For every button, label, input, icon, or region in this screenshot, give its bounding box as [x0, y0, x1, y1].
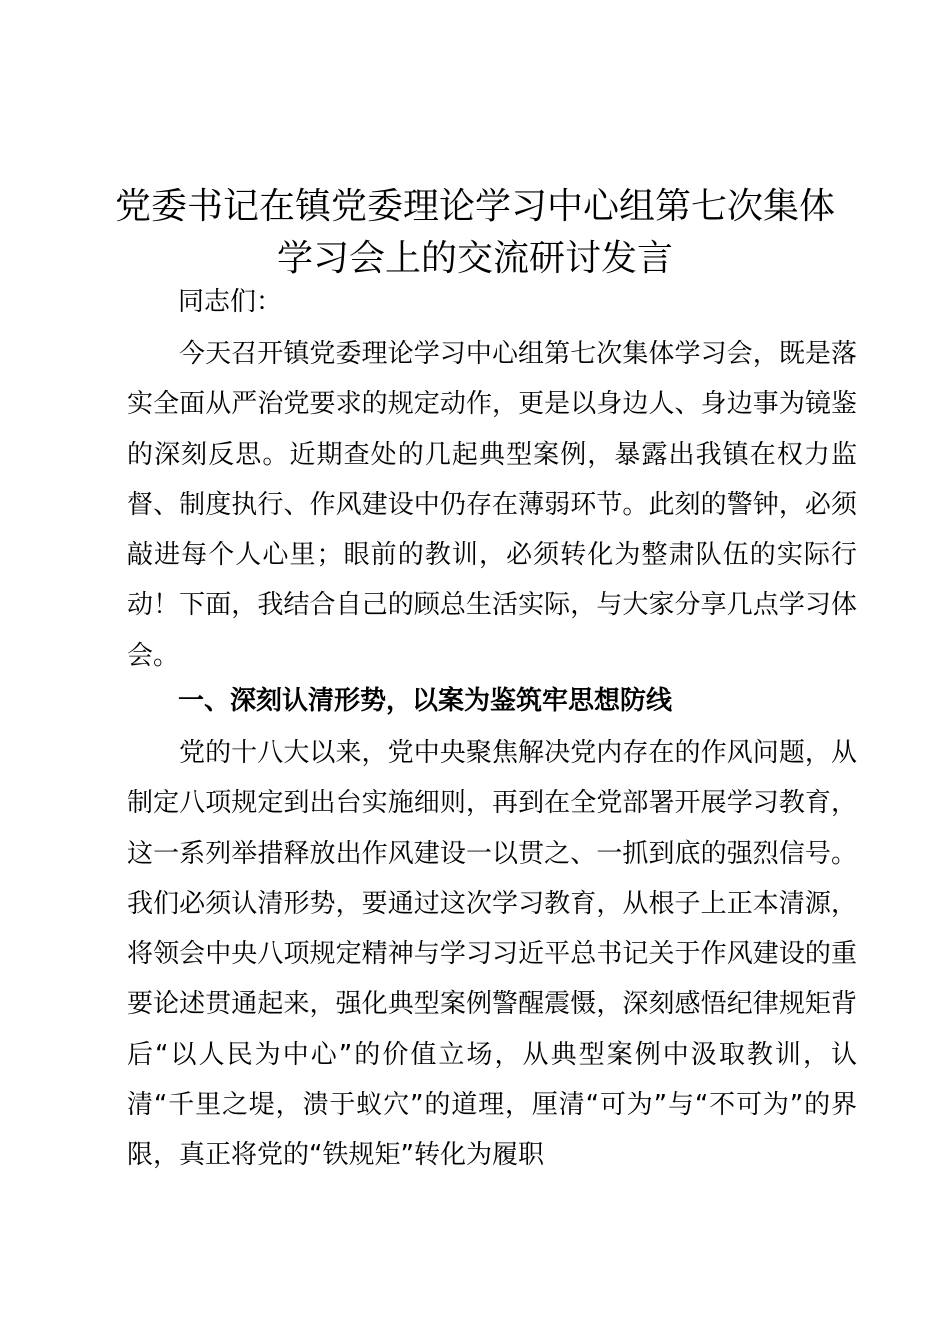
paragraph-intro: 今天召开镇党委理论学习中心组第七次集体学习会，既是落实全面从严治党要求的规定动作，更是以身边人、身边事为镜鉴的深刻反思。近期查处的几起典型案例，暴露出我镇在权力监督、制度执行、作风建设中仍存在薄弱环节。此刻的警钟，必须敲进每个人心里；眼前的教训，必须转化为整肃队伍的实际行动！下面，我结合自己的顾总生活实际，与大家分享几点学习体会。 [127, 339, 857, 671]
document-title-line-1: 党委书记在镇党委理论学习中心组第七次集体 [114, 186, 835, 227]
document-title-line-2: 学习会上的交流研讨发言 [276, 238, 673, 279]
section-heading-1: 一、深刻认清形势，以案为鉴筑牢思想防线 [178, 686, 673, 716]
salutation: 同志们： [178, 287, 283, 317]
paragraph-section-1: 党的十八大以来，党中央聚焦解决党内存在的作风问题，从制定八项规定到出台实施细则，再到在全党部署开展学习教育，这一系列举措释放出作风建设一以贯之、一抓到底的强烈信号。我们必须认清形势，要通过这次学习教育，从根子上正本清源，将领会中央八项规定精神与学习习近平总书记关于作风建设的重要论述贯通起来，强化典型案例警醒震慑，深刻感悟纪律规矩背后“以人民为中心”的价值立场，从典型案例中汲取教训，认清“千里之堤，溃于蚁穴”的道理，厘清“可为”与“不可为”的界限，真正将党的“铁规矩”转化为履职 [127, 738, 857, 1171]
